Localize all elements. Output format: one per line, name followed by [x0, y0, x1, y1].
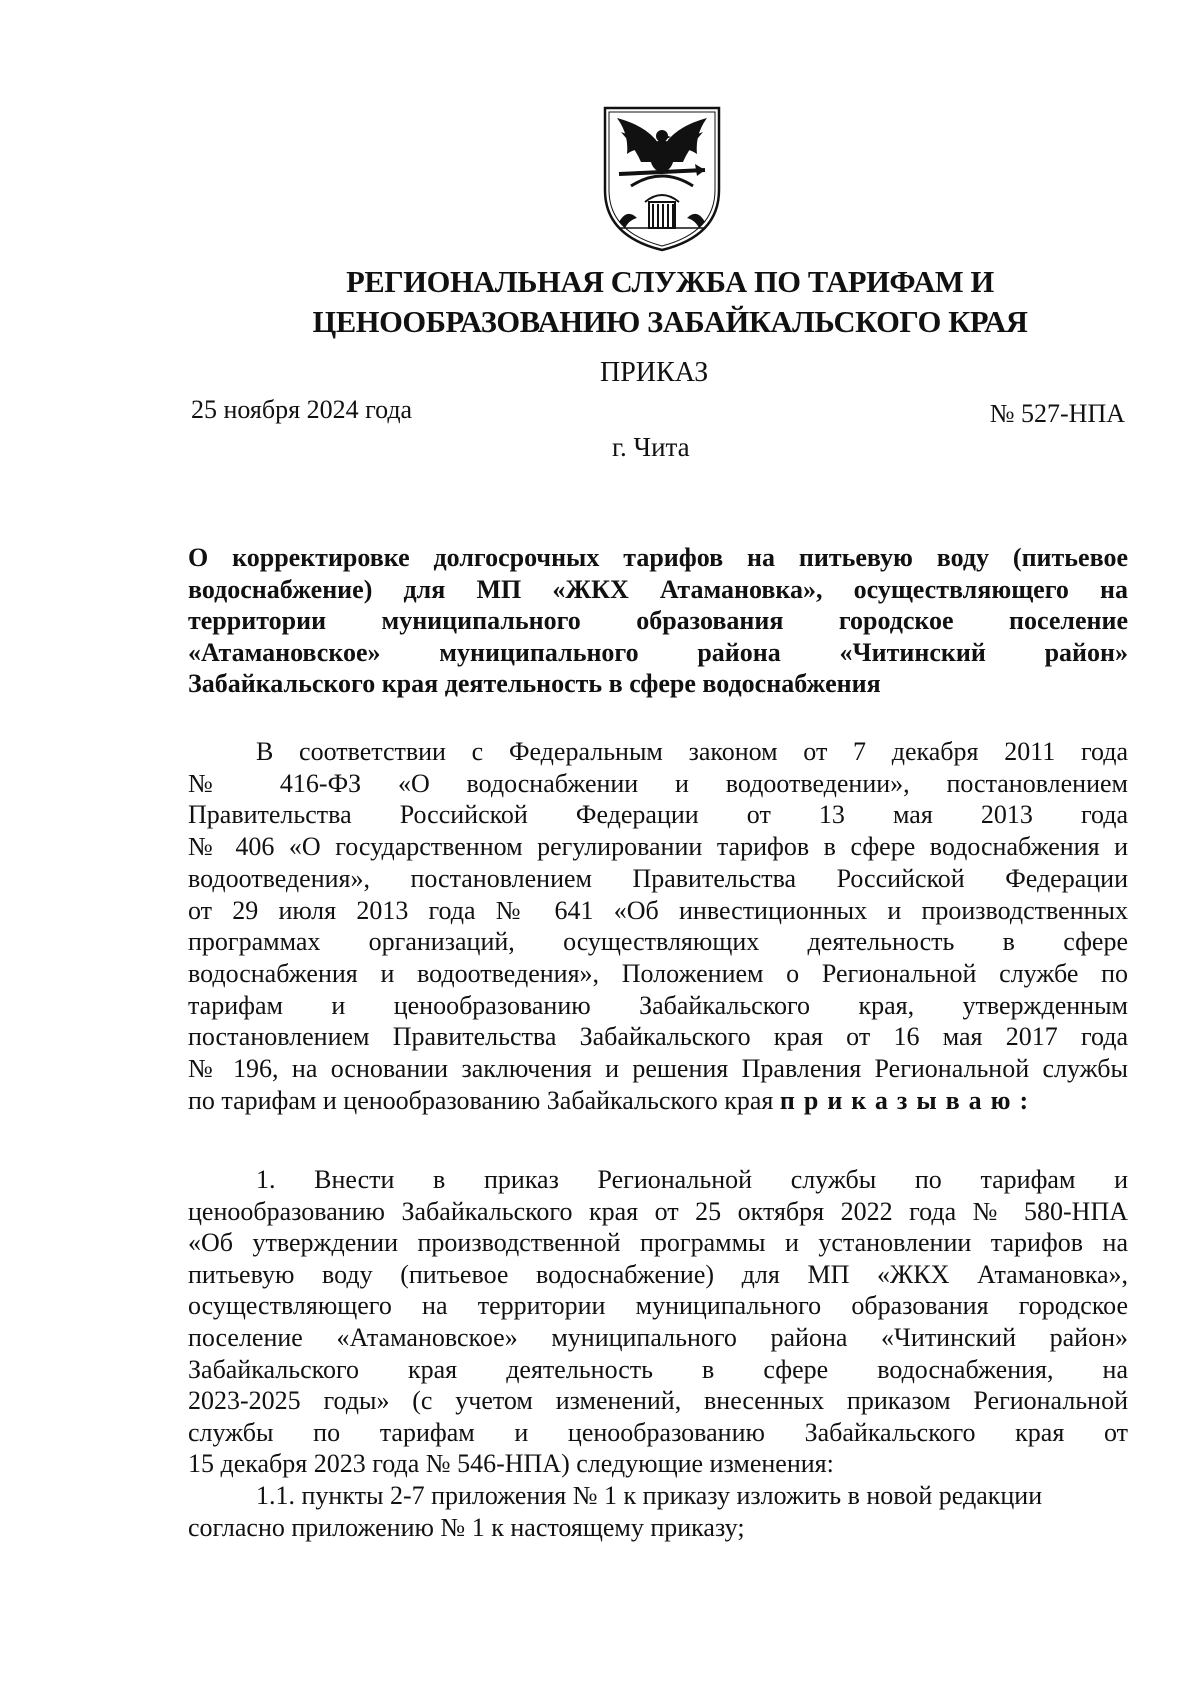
item-1-line: «Об утверждении производственной программы и установлении тарифов на [188, 1228, 1128, 1258]
document-date: 25 ноября 2024 года [191, 395, 413, 424]
item-1-line: питьевую воду (питьевое водоснабжение) для МП «ЖКХ Атамановка», [188, 1259, 1128, 1289]
preamble-line: № 406 «О государственном регулировании тарифов в сфере водоснабжения и [188, 832, 1128, 862]
decree-word: приказываю: [779, 1085, 1038, 1115]
order-title-line: водоснабжение) для МП «ЖКХ Атамановка», осуществляющего на [188, 574, 1128, 604]
preamble-line: № 416-ФЗ «О водоснабжении и водоотведении», постановлением [188, 768, 1128, 798]
preamble-line: водоснабжения и водоотведения», Положением о Региональной службе по [188, 958, 1128, 988]
preamble-line: программах организаций, осуществляющих деятельность в сфере [188, 927, 1128, 957]
order-title-line: «Атамановское» муниципального района «Читинский район» [188, 637, 1128, 667]
item-1-line: 2023-2025 годы» (с учетом изменений, внесенных приказом Региональной [188, 1386, 1128, 1416]
item-1-1-line: 1.1. пункты 2-7 приложения № 1 к приказу изложить в новой редакции [256, 1480, 1043, 1510]
document-city: г. Чита [612, 432, 690, 462]
preamble-paragraph [188, 736, 1128, 1116]
item-1-line: Забайкальского края деятельность в сфере водоснабжения, на [188, 1354, 1128, 1384]
order-title [188, 542, 1128, 700]
preamble-last-text: по тарифам и ценообразованию Забайкальского края [188, 1085, 780, 1115]
item-1-paragraph [188, 1164, 1128, 1543]
document-type: ПРИКАЗ [600, 357, 709, 388]
preamble-line: постановлением Правительства Забайкальского края от 16 мая 2017 года [188, 1022, 1128, 1052]
item-1-1-line: согласно приложению № 1 к настоящему приказу; [188, 1512, 745, 1542]
item-1-line: службы по тарифам и ценообразованию Забайкальского края от [188, 1417, 1128, 1447]
preamble-line: Правительства Российской Федерации от 13 мая 2013 года [188, 800, 1128, 830]
item-1-line: ценообразованию Забайкальского края от 25 октября 2022 года № 580-НПА [188, 1196, 1128, 1226]
item-1-line: 1. Внести в приказ Региональной службы по тарифам и [256, 1165, 1128, 1194]
coat-of-arms-emblem [601, 104, 723, 254]
item-1-line: поселение «Атамановское» муниципального района «Читинский район» [188, 1322, 1128, 1352]
organization-title [190, 262, 1150, 342]
preamble-last-line [188, 1085, 1128, 1117]
item-1-line: осуществляющего на территории муниципального образования городское [188, 1291, 1128, 1321]
preamble-line: тарифам и ценообразованию Забайкальского края, утвержденным [188, 990, 1128, 1020]
preamble-line: № 196, на основании заключения и решения Правления Региональной службы [188, 1054, 1128, 1084]
preamble-line: водоотведения», постановлением Правительства Российской Федерации [188, 863, 1128, 893]
order-title-line: О корректировке долгосрочных тарифов на питьевую воду (питьевое [188, 543, 1128, 572]
order-title-line: территории муниципального образования городское поселение [188, 606, 1128, 636]
order-title-line: Забайкальского края деятельность в сфере водоснабжения [188, 669, 881, 699]
item-1-line: 15 декабря 2023 года № 546-НПА) следующие изменения: [188, 1449, 834, 1479]
preamble-line: В соответствии с Федеральным законом от 7 декабря 2011 года [256, 737, 1128, 766]
document-number: № 527-НПА [989, 399, 1125, 428]
organization-title-line-1: РЕГИОНАЛЬНАЯ СЛУЖБА ПО ТАРИФАМ И [346, 265, 994, 299]
organization-title-line-2: ЦЕНООБРАЗОВАНИЮ ЗАБАЙКАЛЬСКОГО КРАЯ [312, 305, 1028, 339]
preamble-line: от 29 июля 2013 года № 641 «Об инвестиционных и производственных [188, 895, 1128, 925]
